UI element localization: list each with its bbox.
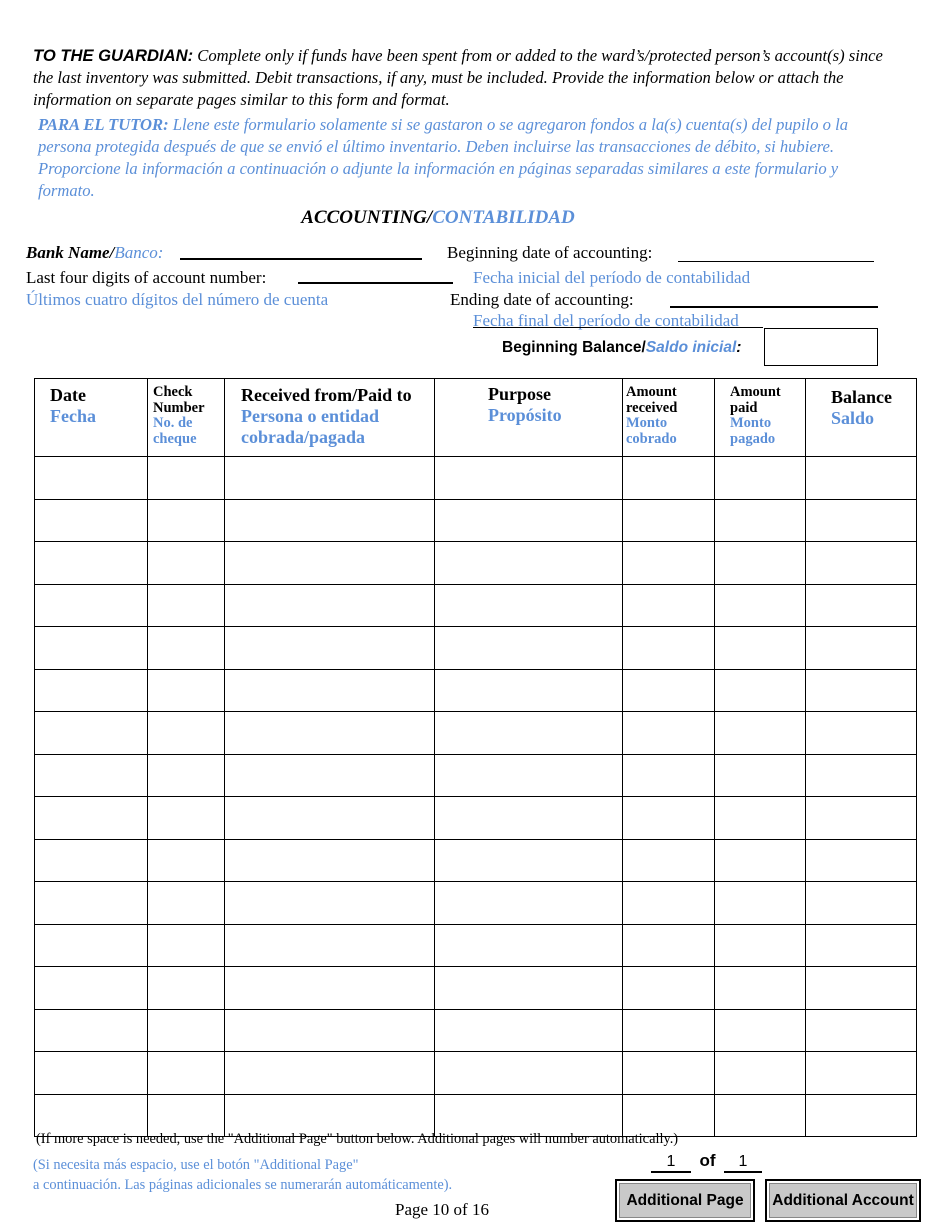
table-row xyxy=(35,457,917,500)
cell-amount-paid[interactable] xyxy=(715,499,806,542)
cell-balance[interactable] xyxy=(806,542,917,585)
beginning-balance-colon: : xyxy=(736,339,742,356)
ending-date-underline xyxy=(473,327,763,328)
cell-amount-received[interactable] xyxy=(623,967,715,1010)
cell-received-paid[interactable] xyxy=(225,1009,435,1052)
cell-balance[interactable] xyxy=(806,924,917,967)
cell-date[interactable] xyxy=(35,882,148,925)
cell-received-paid[interactable] xyxy=(225,712,435,755)
cell-balance[interactable] xyxy=(806,1009,917,1052)
table-row xyxy=(35,839,917,882)
column-header-received-paid: Received from/Paid to Persona o entidad cobrada/pagada xyxy=(225,379,435,457)
cell-check-number[interactable] xyxy=(148,542,225,585)
cell-check-number[interactable] xyxy=(148,967,225,1010)
cell-date[interactable] xyxy=(35,754,148,797)
cell-amount-paid[interactable] xyxy=(715,967,806,1010)
cell-date[interactable] xyxy=(35,924,148,967)
page-counter-current: 1 xyxy=(651,1153,691,1173)
table-row xyxy=(35,712,917,755)
cell-balance[interactable] xyxy=(806,499,917,542)
cell-amount-paid[interactable] xyxy=(715,584,806,627)
cell-check-number[interactable] xyxy=(148,712,225,755)
bank-name-field[interactable] xyxy=(180,258,422,260)
cell-received-paid[interactable] xyxy=(225,669,435,712)
table-row xyxy=(35,627,917,670)
page-number: Page 10 of 16 xyxy=(395,1200,489,1219)
additional-page-note: (If more space is needed, use the "Additional Page" button below. Additional pages will number automatically.) xyxy=(36,1131,679,1147)
cell-received-paid[interactable] xyxy=(225,924,435,967)
table-row xyxy=(35,754,917,797)
cell-received-paid[interactable] xyxy=(225,839,435,882)
cell-amount-received[interactable] xyxy=(623,1052,715,1095)
cell-amount-paid[interactable] xyxy=(715,712,806,755)
additional-page-note-es-line2: a continuación. Las páginas adicionales se numerarán automáticamente). xyxy=(33,1177,453,1193)
table-header-row xyxy=(35,379,917,457)
cell-balance[interactable] xyxy=(806,797,917,840)
cell-received-paid[interactable] xyxy=(225,627,435,670)
cell-amount-received[interactable] xyxy=(623,924,715,967)
cell-amount-received[interactable] xyxy=(623,712,715,755)
page-title xyxy=(0,207,876,229)
cell-received-paid[interactable] xyxy=(225,882,435,925)
cell-date[interactable] xyxy=(35,627,148,670)
cell-purpose[interactable] xyxy=(435,542,623,585)
cell-amount-received[interactable] xyxy=(623,584,715,627)
accounting-table xyxy=(34,378,917,1137)
cell-purpose[interactable] xyxy=(435,754,623,797)
table-row xyxy=(35,584,917,627)
cell-amount-received[interactable] xyxy=(623,1009,715,1052)
table-row xyxy=(35,1052,917,1095)
cell-received-paid[interactable] xyxy=(225,542,435,585)
cell-balance[interactable] xyxy=(806,712,917,755)
cell-check-number[interactable] xyxy=(148,924,225,967)
cell-amount-paid[interactable] xyxy=(715,924,806,967)
guardian-instructions-spanish-text: Llene este formulario solamente si se gastaron o se agregaron fondos a la(s) cuenta(s) del pupilo o la persona protegida después de que se envió el último inventario. Deben incluirse las transacciones de débito, si hubiere. Proporcione la información a continuación o adjunte la información en páginas separadas similares a este formulario y formato. xyxy=(38,115,848,200)
cell-purpose[interactable] xyxy=(435,669,623,712)
column-header-purpose: Purpose Propósito xyxy=(435,379,623,457)
cell-amount-received[interactable] xyxy=(623,754,715,797)
cell-balance[interactable] xyxy=(806,839,917,882)
additional-account-button[interactable]: Additional Account xyxy=(765,1179,921,1222)
page-counter-of: of xyxy=(699,1151,716,1170)
cell-purpose[interactable] xyxy=(435,924,623,967)
cell-received-paid[interactable] xyxy=(225,499,435,542)
cell-amount-paid[interactable] xyxy=(715,839,806,882)
cell-balance[interactable] xyxy=(806,967,917,1010)
cell-received-paid[interactable] xyxy=(225,457,435,500)
cell-amount-paid[interactable] xyxy=(715,1094,806,1137)
cell-amount-received[interactable] xyxy=(623,797,715,840)
cell-date[interactable] xyxy=(35,1009,148,1052)
cell-amount-received[interactable] xyxy=(623,839,715,882)
cell-amount-paid[interactable] xyxy=(715,754,806,797)
cell-check-number[interactable] xyxy=(148,1052,225,1095)
cell-check-number[interactable] xyxy=(148,584,225,627)
table-row xyxy=(35,499,917,542)
cell-balance[interactable] xyxy=(806,1052,917,1095)
cell-check-number[interactable] xyxy=(148,499,225,542)
cell-date[interactable] xyxy=(35,584,148,627)
cell-amount-paid[interactable] xyxy=(715,1052,806,1095)
cell-amount-paid[interactable] xyxy=(715,1009,806,1052)
beginning-date-label-es: Fecha inicial del período de contabilidad xyxy=(473,268,751,287)
cell-amount-received[interactable] xyxy=(623,627,715,670)
cell-check-number[interactable] xyxy=(148,669,225,712)
cell-purpose[interactable] xyxy=(435,1009,623,1052)
cell-check-number[interactable] xyxy=(148,1009,225,1052)
table-row xyxy=(35,1009,917,1052)
cell-amount-received[interactable] xyxy=(623,542,715,585)
cell-check-number[interactable] xyxy=(148,627,225,670)
cell-check-number[interactable] xyxy=(148,839,225,882)
cell-received-paid[interactable] xyxy=(225,967,435,1010)
page-title-en: ACCOUNTING/ xyxy=(301,207,433,228)
cell-amount-paid[interactable] xyxy=(715,627,806,670)
cell-check-number[interactable] xyxy=(148,797,225,840)
cell-amount-received[interactable] xyxy=(623,882,715,925)
cell-received-paid[interactable] xyxy=(225,1052,435,1095)
additional-page-note-es xyxy=(33,1155,452,1195)
beginning-date-field[interactable] xyxy=(678,261,874,262)
cell-date[interactable] xyxy=(35,797,148,840)
cell-purpose[interactable] xyxy=(435,882,623,925)
bank-name-label-en: Bank Name/ xyxy=(26,243,115,262)
cell-date[interactable] xyxy=(35,669,148,712)
cell-date[interactable] xyxy=(35,499,148,542)
guardian-instructions-spanish xyxy=(38,114,898,202)
guardian-instructions-lead: TO THE GUARDIAN: xyxy=(33,46,194,65)
beginning-balance-label-es: Saldo inicial xyxy=(645,339,737,356)
cell-balance[interactable] xyxy=(806,754,917,797)
cell-amount-received[interactable] xyxy=(623,499,715,542)
cell-amount-paid[interactable] xyxy=(715,542,806,585)
ending-date-field[interactable] xyxy=(670,306,878,308)
column-header-date: Date Fecha xyxy=(35,379,148,457)
guardian-instructions-spanish-lead: PARA EL TUTOR: xyxy=(38,115,169,134)
beginning-date-label: Beginning date of accounting: xyxy=(447,243,653,262)
cell-check-number[interactable] xyxy=(148,882,225,925)
cell-received-paid[interactable] xyxy=(225,754,435,797)
last-four-digits-label-es: Últimos cuatro dígitos del número de cuenta xyxy=(26,290,329,309)
last-four-digits-field[interactable] xyxy=(298,282,453,284)
cell-amount-paid[interactable] xyxy=(715,797,806,840)
cell-received-paid[interactable] xyxy=(225,584,435,627)
cell-balance[interactable] xyxy=(806,627,917,670)
last-four-digits-label: Last four digits of account number: xyxy=(26,268,267,287)
cell-amount-received[interactable] xyxy=(623,457,715,500)
cell-balance[interactable] xyxy=(806,669,917,712)
page-counter xyxy=(651,1151,762,1173)
cell-check-number[interactable] xyxy=(148,457,225,500)
table-row xyxy=(35,924,917,967)
cell-amount-received[interactable] xyxy=(623,669,715,712)
page-counter-total: 1 xyxy=(724,1153,762,1173)
table-row xyxy=(35,797,917,840)
beginning-balance-field[interactable] xyxy=(764,328,878,366)
ending-date-label: Ending date of accounting: xyxy=(450,290,634,309)
cell-balance[interactable] xyxy=(806,584,917,627)
cell-balance[interactable] xyxy=(806,457,917,500)
page-title-es: CONTABILIDAD xyxy=(432,207,575,228)
cell-check-number[interactable] xyxy=(148,754,225,797)
table-row xyxy=(35,669,917,712)
bank-name-label-es: Banco: xyxy=(114,243,164,262)
column-header-check-number: Check Number No. de cheque xyxy=(148,379,225,457)
cell-received-paid[interactable] xyxy=(225,797,435,840)
cell-amount-paid[interactable] xyxy=(715,669,806,712)
cell-purpose[interactable] xyxy=(435,712,623,755)
cell-date[interactable] xyxy=(35,457,148,500)
cell-purpose[interactable] xyxy=(435,1052,623,1095)
column-header-amount-received: Amount received Monto cobrado xyxy=(623,379,715,457)
additional-page-button[interactable]: Additional Page xyxy=(615,1179,755,1222)
column-header-amount-paid: Amount paid Monto pagado xyxy=(715,379,806,457)
table-row xyxy=(35,882,917,925)
accounting-table-body xyxy=(35,457,917,1137)
cell-balance[interactable] xyxy=(806,882,917,925)
cell-purpose[interactable] xyxy=(435,457,623,500)
table-row xyxy=(35,967,917,1010)
beginning-balance-label xyxy=(502,339,741,357)
cell-date[interactable] xyxy=(35,712,148,755)
cell-amount-paid[interactable] xyxy=(715,882,806,925)
cell-purpose[interactable] xyxy=(435,839,623,882)
cell-date[interactable] xyxy=(35,1052,148,1095)
cell-purpose[interactable] xyxy=(435,967,623,1010)
cell-purpose[interactable] xyxy=(435,584,623,627)
bank-name-label xyxy=(26,243,163,263)
cell-date[interactable] xyxy=(35,542,148,585)
guardian-instructions xyxy=(33,45,893,111)
cell-amount-paid[interactable] xyxy=(715,457,806,500)
beginning-balance-label-en: Beginning Balance/ xyxy=(502,339,646,356)
cell-date[interactable] xyxy=(35,967,148,1010)
cell-purpose[interactable] xyxy=(435,499,623,542)
cell-purpose[interactable] xyxy=(435,797,623,840)
additional-page-note-es-line1: (Si necesita más espacio, use el botón "Additional Page" xyxy=(33,1157,359,1173)
cell-date[interactable] xyxy=(35,839,148,882)
column-header-balance: Balance Saldo xyxy=(806,379,917,457)
guardian-instructions-text: Complete only if funds have been spent from or added to the ward’s/protected person’s account(s) since the last inventory was submitted. Debit transactions, if any, must be included. Provide the information below or attach the information on separate pages similar to this form and format. xyxy=(33,46,883,109)
table-row xyxy=(35,542,917,585)
cell-balance[interactable] xyxy=(806,1094,917,1137)
ending-date-label-es: Fecha final del período de contabilidad xyxy=(473,311,739,330)
cell-purpose[interactable] xyxy=(435,627,623,670)
